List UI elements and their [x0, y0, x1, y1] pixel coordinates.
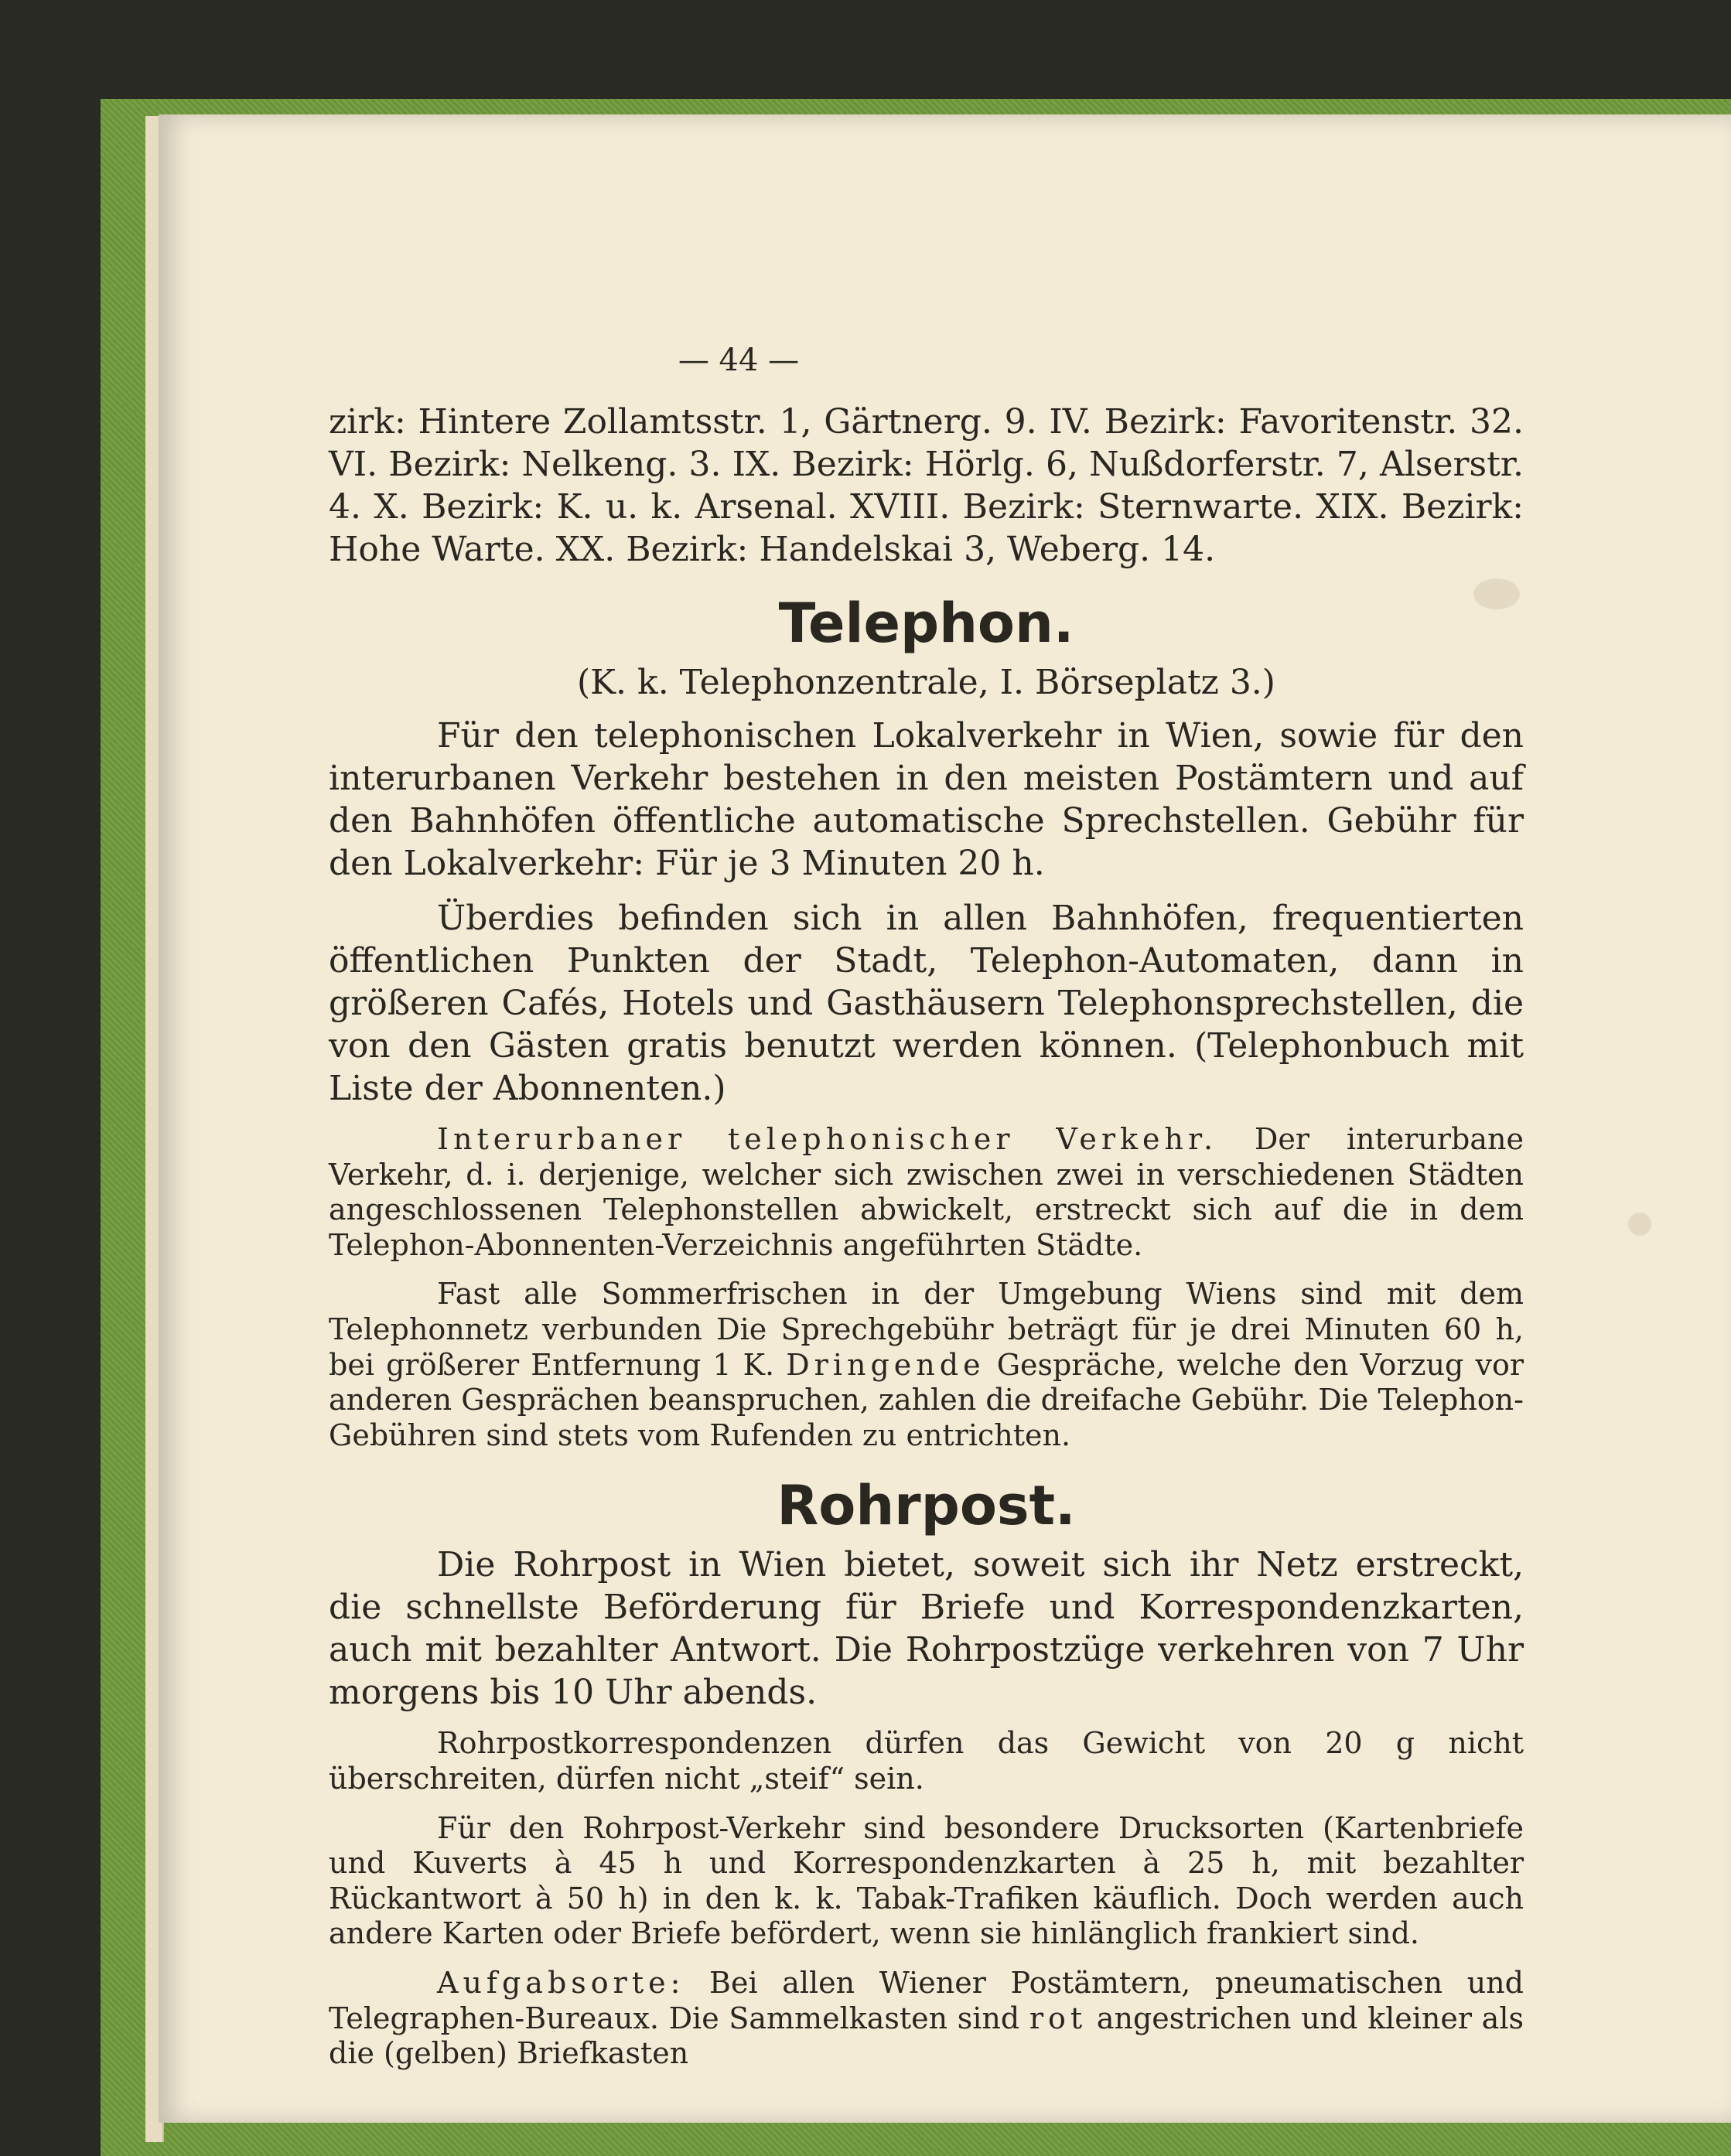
rohrpost-paragraph-2: Rohrpostkorrespondenzen dürfen das Gewicht von 20 g nicht überschreiten, dürfen nicht „steif“ sein. — [329, 1726, 1524, 1796]
rohrpost-p4-a: Bei allen Wiener Postämtern, pneumatischen und Telegraphen-Bureaux. Die Sammelkasten sind — [329, 1965, 1524, 2035]
paper-stain — [1628, 1213, 1651, 1236]
section-heading-rohrpost: Rohrpost. — [777, 1474, 1076, 1538]
telephon-paragraph-2: Überdies befinden sich in allen Bahnhöfen, frequentierten öffentlichen Punkten der Stadt, Telephon-Automaten, dann in größeren Cafés, Hotels und Gasthäusern Telephonsprechstellen, die von den Gästen gratis benutzt werden können. (Telephonbuch mit Liste der Abonnenten.) — [329, 899, 1524, 1108]
telephon-paragraph-3 — [329, 1122, 1524, 1263]
telephon-paragraph-4 — [329, 1277, 1524, 1453]
rohrpost-p4-emphasis: rot — [1029, 2001, 1087, 2035]
rohrpost-paragraph-1: Die Rohrpost in Wien bietet, soweit sich ihr Netz erstreckt, die schnellste Beförderung für Briefe und Korrespondenzkarten, auch mit bezahlter Antwort. Die Rohrpostzüge verkehren von 7 Uhr morgens bis 10 Uhr abends. — [329, 1545, 1524, 1713]
telephon-p4-b: Gespräche, welche den Vorzug vor anderen Gesprächen beanspruchen, zahlen die dreifache Gebühr. Die Telephon-Gebühren sind stets vom Rufenden zu entrichten. — [329, 1347, 1524, 1452]
page-text — [329, 401, 1524, 2086]
book-page — [159, 114, 1731, 2123]
page-number: — 44 — — [678, 343, 800, 378]
interurban-text: Der interurbane Verkehr, d. i. derjenige, welcher sich zwischen zwei in verschiedenen Städten angeschlossenen Telephonstellen abwickelt, erstreckt sich auf die in dem Telephon-Abonnenten-Verzeichnis angeführten Städte. — [329, 1122, 1524, 1262]
rohrpost-paragraph-3: Für den Rohrpost-Verkehr sind besondere Drucksorten (Kartenbriefe und Kuverts à 45 h und Korrespondenzkarten à 25 h, mit bezahlter Rückantwort à 50 h) in den k. k. Tabak-Trafiken käuflich. Doch werden auch andere Karten oder Briefe befördert, wenn sie hinlänglich frankiert sind. — [329, 1810, 1524, 1951]
interurban-title: Interurbaner telephonischer Verkehr. — [437, 1122, 1218, 1156]
aufgabsorte-title: Aufgabsorte: — [437, 1965, 685, 2000]
telephon-p4-emphasis: Dringende — [786, 1347, 985, 1382]
telephon-p4-a: Fast alle Sommerfrischen in der Umgebung Wiens sind mit dem Telephonnetz verbunden Die Sprechgebühr beträgt für je drei Minuten 60 h, bei größerer Entfernung 1 K. — [329, 1277, 1524, 1382]
rohrpost-p4-b: angestrichen und kleiner als die (gelben) Briefkasten — [329, 2001, 1524, 2071]
section-heading-telephon: Telephon. — [778, 592, 1074, 655]
intro-paragraph: zirk: Hintere Zollamtsstr. 1, Gärtnerg. 9. IV. Bezirk: Favoritenstr. 32. VI. Bezirk: Nelkeng. 3. IX. Bezirk: Hörlg. 6, Nußdorferstr. 7, Alserstr. 4. X. Bezirk: K. u. k. Arsenal. XVIII. Bezirk: Sternwarte. XIX. Bezirk: Hohe Warte. XX. Bezirk: Handelskai 3, Weberg. 14. — [329, 402, 1524, 569]
section-subheading-telephon: (K. k. Telephonzentrale, I. Börseplatz 3.) — [577, 663, 1275, 702]
telephon-paragraph-1: Für den telephonischen Lokalverkehr in Wien, sowie für den interurbanen Verkehr bestehen in den meisten Postämtern und auf den Bahnhöfen öffentliche automatische Sprechstellen. Gebühr für den Lokalverkehr: Für je 3 Minuten 20 h. — [329, 716, 1524, 883]
rohrpost-paragraph-4 — [329, 1966, 1524, 2072]
